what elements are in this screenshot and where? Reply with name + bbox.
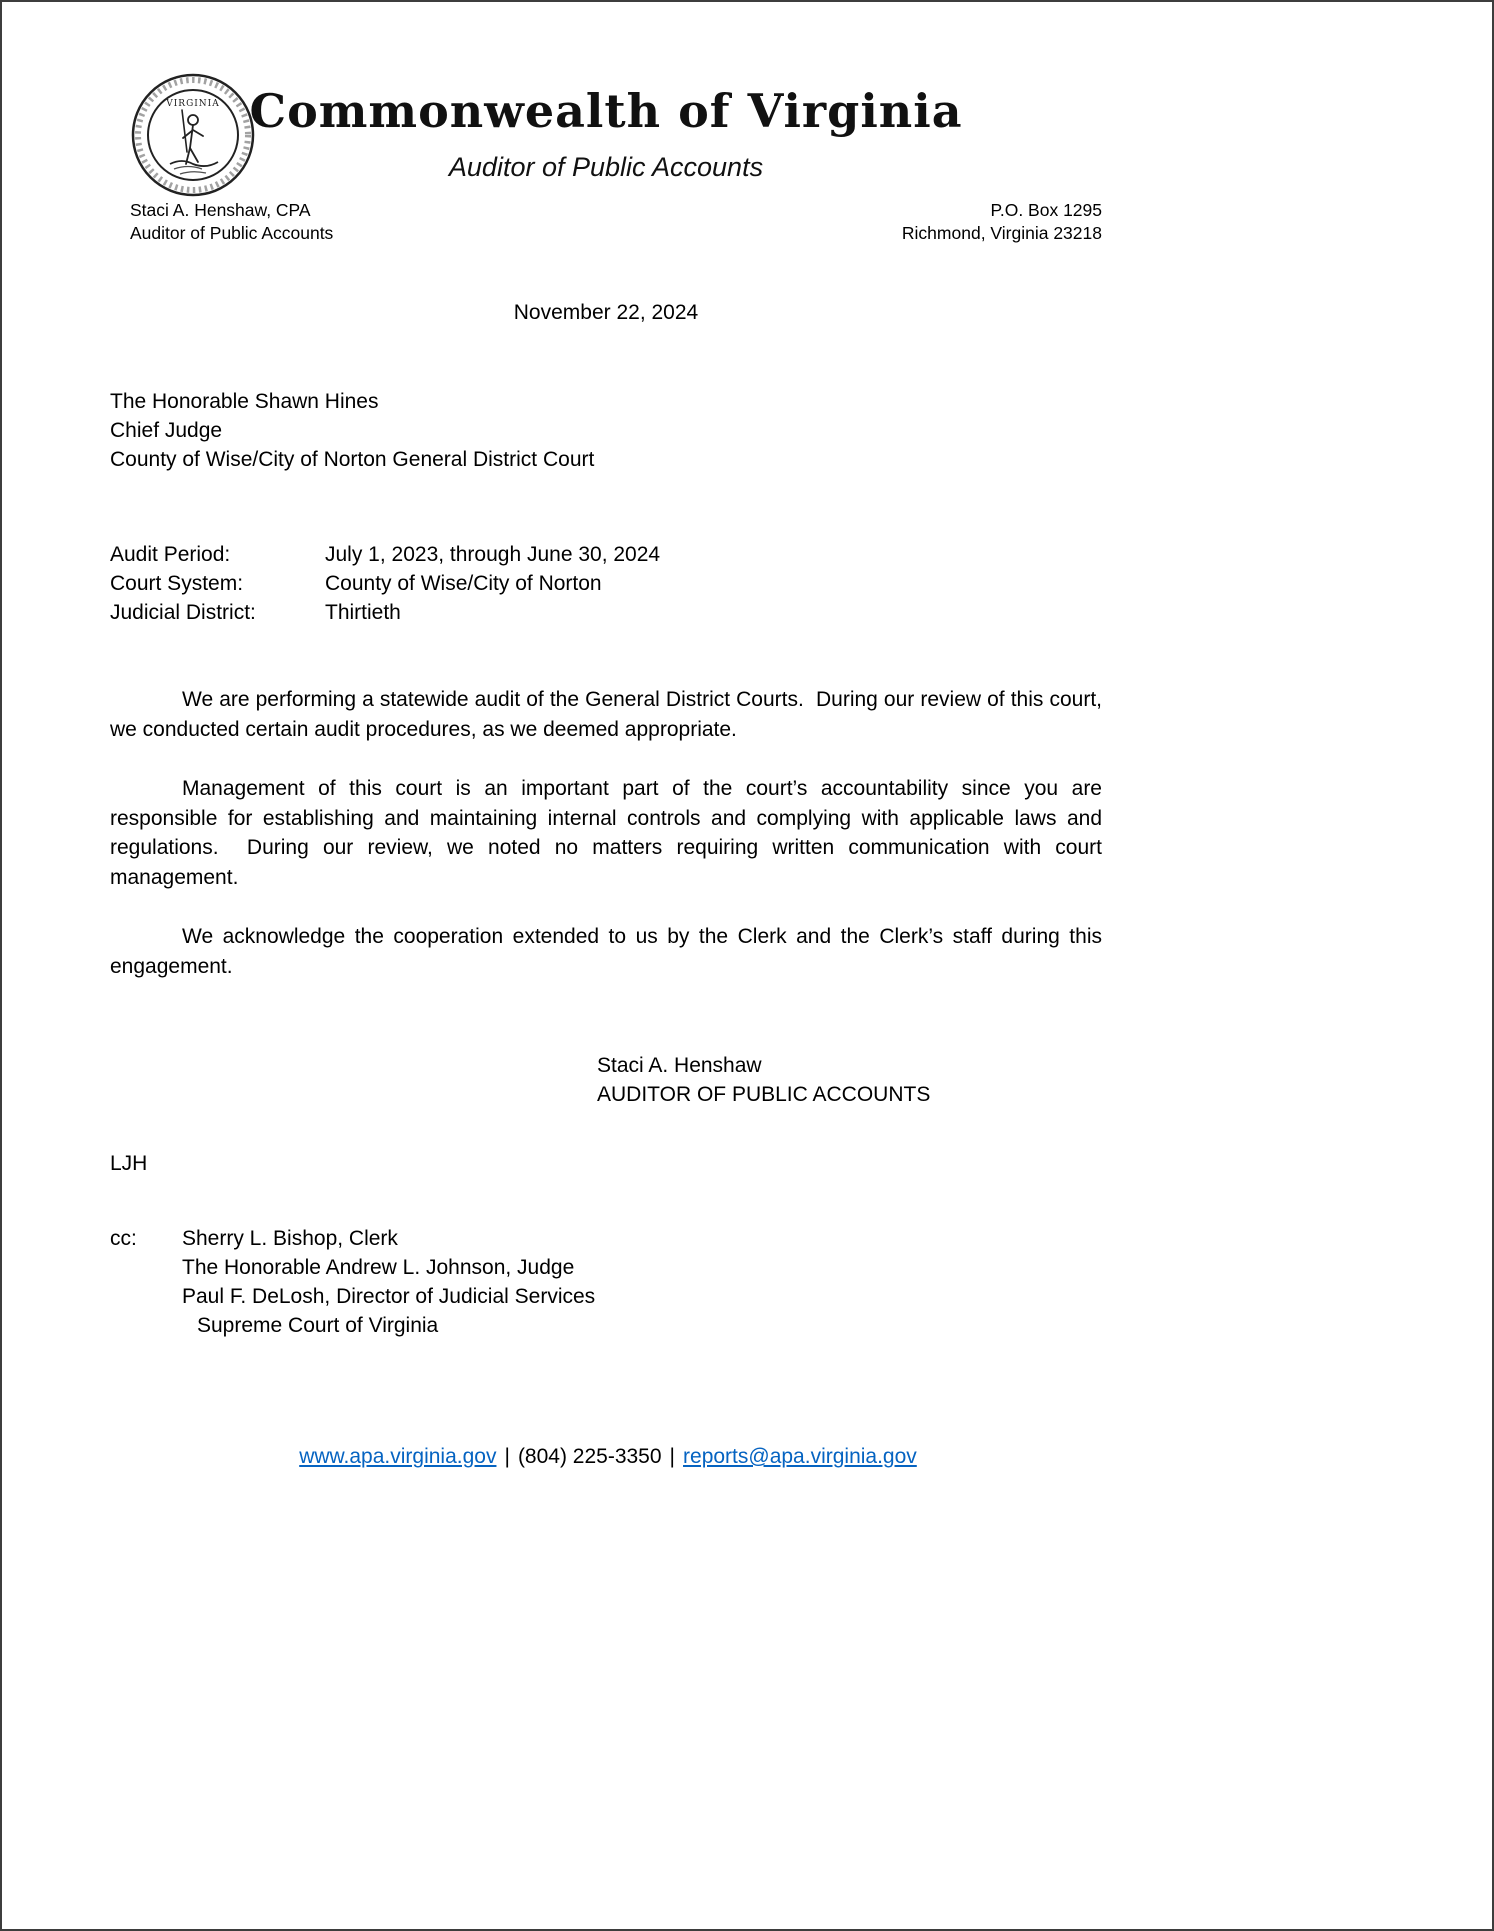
letterhead-contact-row <box>110 199 1102 245</box>
signature-title: AUDITOR OF PUBLIC ACCOUNTS <box>597 1083 931 1107</box>
letterhead-title: Commonwealth of Virginia <box>249 84 963 138</box>
recipient-organization: County of Wise/City of Norton General District Court <box>110 448 595 472</box>
detail-label: Court System: <box>110 572 244 596</box>
recipient-title: Chief Judge <box>110 419 223 443</box>
phone-number: (804) 225-3350 <box>517 1445 662 1468</box>
body-paragraph-3: We acknowledge the cooperation extended to us by the Clerk and the Clerk’s staff during this engagement. <box>110 925 1102 978</box>
letter-date: November 22, 2024 <box>513 301 699 325</box>
cc-entry-sub: Supreme Court of Virginia <box>197 1314 439 1338</box>
audit-details <box>110 540 1102 627</box>
typist-initials: LJH <box>110 1152 148 1176</box>
detail-value: Thirtieth <box>325 601 401 625</box>
detail-label: Audit Period: <box>110 543 231 567</box>
footer-separator: | <box>504 1445 510 1468</box>
detail-row-judicial-district <box>110 598 1102 627</box>
signature-name: Staci A. Henshaw <box>597 1054 762 1078</box>
detail-value: July 1, 2023, through June 30, 2024 <box>325 543 661 567</box>
official-name: Staci A. Henshaw, CPA <box>130 200 311 220</box>
body-paragraph-2: Management of this court is an important part of the court’s accountability since you are responsible for establishing and maintaining internal controls and complying with applicable laws and regulations. During our review, we noted no matters requiring written communication with court management. <box>110 777 1102 889</box>
cc-block <box>110 1224 1102 1340</box>
detail-row-audit-period <box>110 540 1102 569</box>
detail-value: County of Wise/City of Norton <box>325 572 602 596</box>
detail-label: Judicial District: <box>110 601 256 625</box>
detail-row-court-system <box>110 569 1102 598</box>
cc-entry-1: Sherry L. Bishop, Clerk <box>182 1227 398 1251</box>
official-title: Auditor of Public Accounts <box>130 223 334 244</box>
footer-separator: | <box>669 1445 676 1468</box>
official-block <box>110 199 333 245</box>
email-link[interactable]: reports@apa.virginia.gov <box>683 1445 917 1468</box>
recipient-block <box>110 387 1102 474</box>
svg-text:VIRGINIA: VIRGINIA <box>166 99 220 109</box>
address-block <box>902 199 1102 245</box>
cc-entry-2: The Honorable Andrew L. Johnson, Judge <box>182 1256 575 1280</box>
recipient-name: The Honorable Shawn Hines <box>110 390 379 414</box>
letter-footer <box>110 1445 1106 1469</box>
cc-list <box>182 1224 595 1340</box>
website-link[interactable]: www.apa.virginia.gov <box>299 1445 497 1468</box>
cc-label: cc: <box>110 1227 137 1251</box>
letterhead-subtitle: Auditor of Public Accounts <box>448 152 764 182</box>
letterhead <box>110 72 1102 183</box>
signature-block <box>597 1051 1102 1109</box>
address-line-2: Richmond, Virginia 23218 <box>901 223 1102 244</box>
body-paragraph-1: We are performing a statewide audit of the General District Courts. During our review of this court, we conducted certain audit procedures, as we deemed appropriate. <box>110 688 1102 741</box>
virginia-state-seal-icon <box>130 72 256 198</box>
cc-entry-3: Paul F. DeLosh, Director of Judicial Services <box>182 1285 596 1309</box>
letter-body <box>110 685 1102 981</box>
address-line-1: P.O. Box 1295 <box>990 200 1102 220</box>
